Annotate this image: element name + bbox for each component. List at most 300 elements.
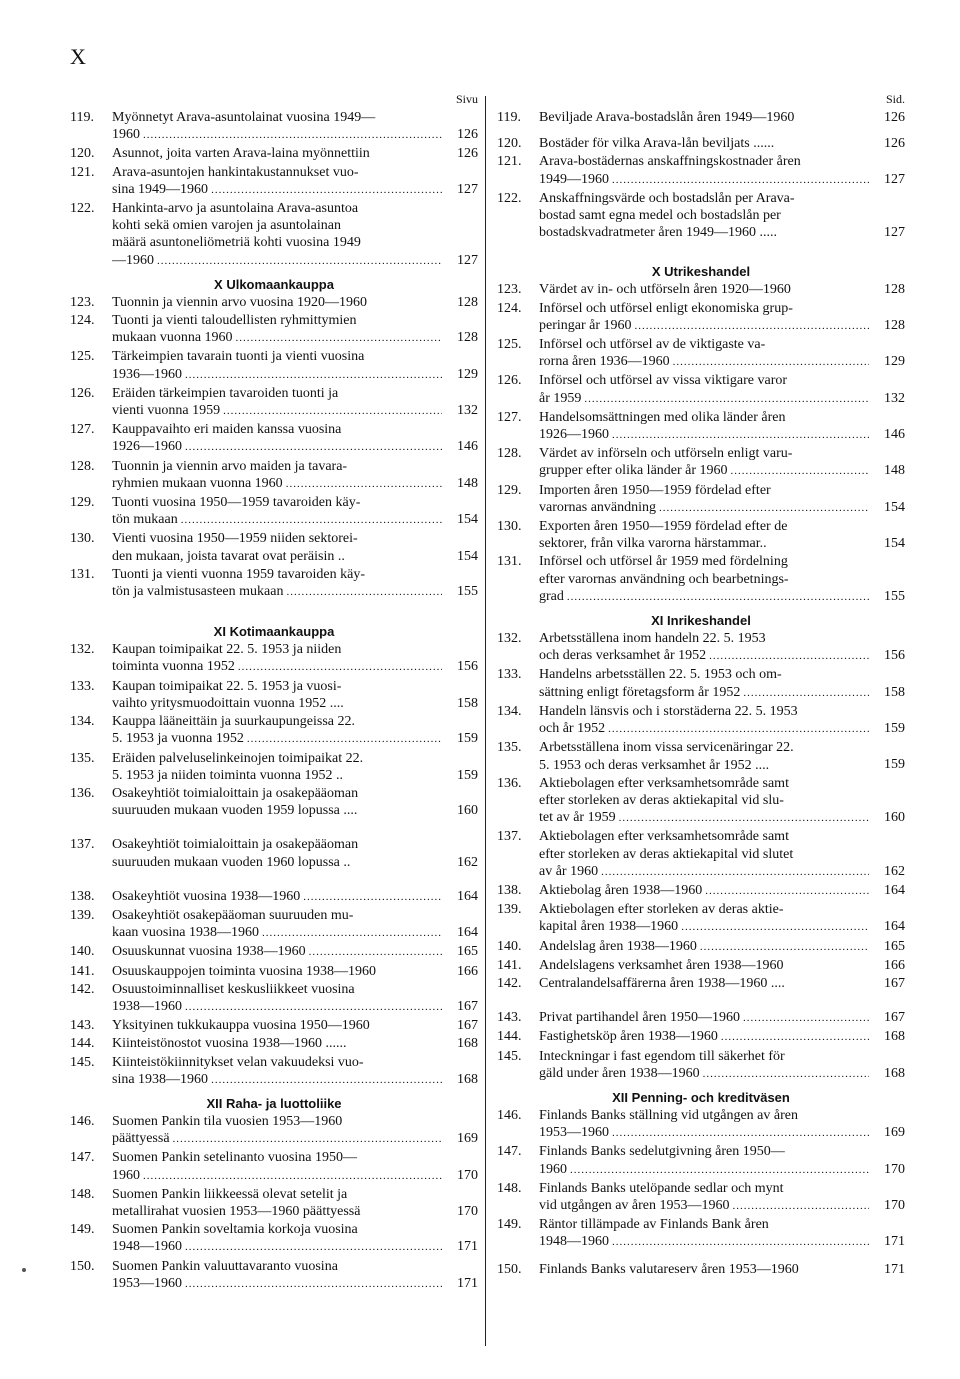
toc-entry bbox=[497, 409, 905, 444]
entry-page-number: 127 bbox=[457, 252, 478, 268]
entry-title-line bbox=[112, 963, 442, 980]
toc-entry bbox=[497, 1048, 905, 1083]
toc-entry bbox=[70, 1113, 478, 1148]
entry-title-line bbox=[112, 1203, 442, 1220]
entry-title-line bbox=[539, 1124, 869, 1142]
entry-page-number: 162 bbox=[884, 863, 905, 879]
entry-title-line bbox=[539, 1180, 869, 1197]
entry-number: 139. bbox=[70, 907, 95, 923]
leader-dots bbox=[681, 919, 869, 936]
toc-entry bbox=[497, 190, 905, 242]
toc-entry bbox=[70, 348, 478, 383]
spacer bbox=[497, 1252, 905, 1260]
entry-title-line bbox=[112, 730, 442, 748]
toc-entry bbox=[497, 1107, 905, 1142]
entry-title-line bbox=[539, 1216, 869, 1233]
entry-page-number: 166 bbox=[457, 963, 478, 979]
entry-number: 144. bbox=[70, 1036, 95, 1052]
entry-title-text: Handeln länsvis och i storstäderna 22. 5. 1953 bbox=[539, 703, 798, 719]
entry-title-text: Yksityinen tukkukauppa vuosina 1950—1960 bbox=[112, 1018, 370, 1034]
entry-title-line bbox=[112, 494, 442, 511]
toc-entry bbox=[70, 421, 478, 456]
toc-entry bbox=[70, 641, 478, 676]
entry-number: 126. bbox=[70, 385, 95, 401]
entry-page-number: 154 bbox=[457, 548, 478, 564]
leader-dots bbox=[700, 939, 869, 956]
entry-title-line bbox=[539, 353, 869, 371]
entry-title-line bbox=[539, 882, 869, 900]
toc-entry bbox=[497, 445, 905, 480]
entry-title-line bbox=[539, 1009, 869, 1027]
leader-dots bbox=[211, 1072, 442, 1089]
entry-title-text: tet av år 1959 bbox=[539, 810, 616, 826]
entry-title-line bbox=[112, 252, 442, 270]
entry-title-line bbox=[112, 1186, 442, 1203]
entry-title-text: Centralandelsaffärerna åren 1938—1960 .... bbox=[539, 975, 785, 991]
entry-title-text: Handelns arbetsställen 22. 5. 1953 och om- bbox=[539, 667, 782, 683]
leader-dots bbox=[601, 864, 869, 881]
entry-title-line bbox=[112, 1258, 442, 1275]
entry-title-line bbox=[539, 109, 869, 126]
entry-title-line bbox=[539, 317, 869, 335]
toc-entry bbox=[70, 145, 478, 162]
toc-entry bbox=[70, 294, 478, 311]
toc-entry bbox=[70, 943, 478, 961]
entry-title-text: Införsel och utförsel av de viktigaste va- bbox=[539, 337, 766, 353]
entry-title-text: efter storleken av deras aktiekapital vid slu- bbox=[539, 792, 784, 808]
entry-title-line bbox=[539, 957, 869, 974]
entry-title-text: Kiinteistökiinnitykset velan vakuudeksi vuo- bbox=[112, 1054, 364, 1070]
entry-page-number: 162 bbox=[457, 854, 478, 870]
entry-page-number: 155 bbox=[884, 588, 905, 604]
entry-number: 128. bbox=[70, 458, 95, 474]
entry-title-text: Värdet av införseln och utförseln enligt varu- bbox=[539, 446, 793, 462]
toc-entry bbox=[70, 836, 478, 870]
entry-title-line bbox=[539, 720, 869, 738]
entry-page-number: 132 bbox=[457, 403, 478, 419]
entry-page-number: 169 bbox=[457, 1131, 478, 1147]
entry-title-text: 5. 1953 och deras verksamhet år 1952 .... bbox=[539, 757, 770, 773]
toc-entry bbox=[497, 553, 905, 606]
entry-title-text: kaan vuosina 1938—1960 bbox=[112, 925, 259, 941]
entry-title-text: Osakeyhtiöt vuosina 1938—1960 bbox=[112, 888, 301, 904]
entry-title-text: Beviljade Arava-bostadslån åren 1949—1960 bbox=[539, 110, 795, 125]
leader-dots bbox=[612, 1125, 869, 1142]
entry-title-text: sättning enligt företagsform år 1952 bbox=[539, 684, 741, 700]
entry-page-number: 129 bbox=[884, 354, 905, 370]
toc-entry bbox=[497, 153, 905, 188]
entry-title-text: efter storleken av deras aktiekapital vid slutet bbox=[539, 846, 794, 862]
entry-page-number: 127 bbox=[457, 181, 478, 197]
entry-page-number: 168 bbox=[457, 1071, 478, 1087]
entry-title-line bbox=[112, 402, 442, 420]
entry-title-text: Införsel och utförsel av vissa viktigare varor bbox=[539, 373, 788, 389]
entry-title-text: 1953—1960 bbox=[112, 1275, 182, 1291]
entry-page-number: 160 bbox=[884, 810, 905, 826]
entry-title-text: Tuonti ja vienti vuonna 1959 tavaroiden käy- bbox=[112, 566, 365, 582]
entry-number: 124. bbox=[497, 300, 522, 316]
entry-title-line bbox=[112, 836, 442, 853]
entry-page-number: 164 bbox=[457, 925, 478, 941]
toc-entry bbox=[70, 963, 478, 980]
toc-entry bbox=[497, 703, 905, 738]
entry-title-line bbox=[112, 530, 442, 547]
leader-dots bbox=[286, 476, 442, 493]
toc-entry bbox=[497, 1028, 905, 1046]
spacer bbox=[497, 241, 905, 257]
entry-number: 127. bbox=[497, 409, 522, 425]
leader-dots bbox=[743, 685, 869, 702]
section-heading: X Utrikeshandel bbox=[651, 264, 751, 280]
entry-title-text: Asunnot, joita varten Arava-laina myönnettiin bbox=[112, 146, 370, 162]
entry-title-line bbox=[539, 336, 869, 353]
entry-title-text: 5. 1953 ja niiden toiminta vuonna 1952 .. bbox=[112, 767, 343, 783]
entry-title-text: av år 1960 bbox=[539, 863, 599, 879]
entry-title-line bbox=[539, 571, 869, 588]
entry-number: 135. bbox=[70, 750, 95, 766]
entry-title-line bbox=[112, 767, 442, 784]
entry-number: 150. bbox=[70, 1258, 95, 1274]
toc-entry bbox=[70, 678, 478, 712]
section-heading: X Ulkomaankauppa bbox=[214, 276, 334, 292]
leader-dots bbox=[703, 1066, 869, 1083]
entry-title-text: sina 1949—1960 bbox=[112, 181, 209, 197]
entry-title-text: mukaan vuonna 1960 bbox=[112, 330, 233, 346]
entry-title-text: Kauppa lääneittäin ja suurkaupungeissa 22. bbox=[112, 714, 355, 730]
entry-number: 141. bbox=[497, 957, 522, 973]
entry-title-text: 1948—1960 bbox=[112, 1239, 182, 1255]
entry-number: 147. bbox=[497, 1144, 522, 1160]
entry-number: 148. bbox=[497, 1180, 522, 1196]
entry-page-number: 165 bbox=[457, 944, 478, 960]
entry-title-line bbox=[112, 475, 442, 493]
entry-title-line bbox=[539, 372, 869, 389]
entry-title-text: Kauppavaihto eri maiden kanssa vuosina bbox=[112, 422, 342, 438]
entry-page-number: 159 bbox=[457, 767, 478, 783]
entry-number: 123. bbox=[70, 294, 95, 310]
entry-title-text: Införsel och utförsel år 1959 med fördelning bbox=[539, 554, 788, 570]
entry-title-text: Aktiebolag åren 1938—1960 bbox=[539, 882, 703, 898]
toc-entry bbox=[70, 785, 478, 819]
leader-dots bbox=[567, 589, 869, 606]
entry-title-text: rorna åren 1936—1960 bbox=[539, 354, 670, 370]
entry-title-line bbox=[112, 981, 442, 998]
entry-number: 120. bbox=[497, 136, 522, 152]
entry-title-line bbox=[112, 312, 442, 329]
toc-entry bbox=[70, 981, 478, 1016]
entry-title-line bbox=[539, 918, 869, 936]
entry-title-text: Osuuskunnat vuosina 1938—1960 bbox=[112, 944, 306, 960]
entry-page-number: 167 bbox=[884, 975, 905, 991]
entry-title-line bbox=[539, 757, 869, 774]
entry-title-text: Osakeyhtiöt toimialoittain ja osakepääoman bbox=[112, 837, 359, 853]
entry-number: 145. bbox=[70, 1054, 95, 1070]
entry-number: 139. bbox=[497, 902, 522, 918]
leader-dots bbox=[236, 330, 442, 347]
entry-title-line bbox=[112, 695, 442, 712]
toc-entry bbox=[497, 109, 905, 126]
entry-title-line bbox=[539, 792, 869, 809]
entry-page-number: 126 bbox=[884, 136, 905, 152]
entry-number: 140. bbox=[497, 938, 522, 954]
leader-dots bbox=[709, 648, 869, 665]
entry-title-line bbox=[112, 854, 442, 871]
entry-title-line bbox=[112, 548, 442, 565]
leader-dots bbox=[157, 253, 442, 270]
leader-dots bbox=[143, 1168, 442, 1185]
entry-title-text: ryhmien mukaan vuonna 1960 bbox=[112, 475, 283, 491]
entry-number: 131. bbox=[70, 566, 95, 582]
entry-title-text: Suomen Pankin liikkeessä olevat setelit ja bbox=[112, 1186, 348, 1202]
entry-page-number: 168 bbox=[884, 1065, 905, 1081]
entry-title-text: Bostäder för vilka Arava-lån beviljats ...... bbox=[539, 136, 775, 152]
leader-dots bbox=[185, 367, 442, 384]
toc-entry bbox=[497, 666, 905, 701]
entry-title-text: Eräiden tärkeimpien tavaroiden tuonti ja bbox=[112, 385, 339, 401]
margin-dot bbox=[22, 1268, 26, 1272]
leader-dots bbox=[173, 1131, 442, 1148]
entry-title-text: sektorer, från vilka varorna härstammar.. bbox=[539, 536, 767, 552]
entry-number: 149. bbox=[497, 1217, 522, 1233]
entry-number: 146. bbox=[70, 1113, 95, 1129]
entry-title-text: päättyessä bbox=[112, 1131, 170, 1147]
leader-dots bbox=[743, 1010, 869, 1027]
entry-title-line bbox=[112, 1167, 442, 1185]
entry-title-text: Arbetsställena inom handeln 22. 5. 1953 bbox=[539, 631, 766, 647]
entry-title-line bbox=[539, 281, 869, 298]
entry-title-text: Osakeyhtiöt osakepääoman suuruuden mu- bbox=[112, 907, 354, 923]
entry-number: 130. bbox=[70, 531, 95, 547]
toc-entry bbox=[70, 1258, 478, 1293]
entry-title-text: suuruuden mukaan vuoden 1960 lopussa .. bbox=[112, 854, 351, 870]
entry-title-line bbox=[539, 390, 869, 408]
entry-title-text: Inteckningar i fast egendom till säkerhet för bbox=[539, 1048, 785, 1064]
toc-entry bbox=[497, 336, 905, 371]
entry-page-number: 171 bbox=[884, 1261, 905, 1277]
entry-number: 143. bbox=[497, 1010, 522, 1026]
entry-title-text: grupper efter olika länder år 1960 bbox=[539, 463, 728, 479]
entry-title-text: 1960 bbox=[112, 1167, 140, 1183]
toc-entry bbox=[70, 1186, 478, 1220]
entry-title-text: grad bbox=[539, 588, 564, 604]
entry-title-line bbox=[112, 348, 442, 365]
entry-number: 119. bbox=[497, 110, 521, 125]
toc-entry bbox=[70, 200, 478, 270]
toc-entry bbox=[497, 1009, 905, 1027]
entry-title-text: Arava-asuntojen hankintakustannukset vuo- bbox=[112, 164, 359, 180]
entry-page-number: 170 bbox=[884, 1161, 905, 1177]
entry-page-number: 154 bbox=[884, 536, 905, 552]
leader-dots bbox=[612, 1234, 869, 1251]
entry-number: 125. bbox=[497, 337, 522, 353]
entry-title-text: 1936—1960 bbox=[112, 366, 182, 382]
toc-entry bbox=[70, 907, 478, 942]
entry-title-line bbox=[539, 1261, 869, 1278]
entry-title-text: 5. 1953 ja vuonna 1952 bbox=[112, 731, 244, 747]
entry-number: 128. bbox=[497, 446, 522, 462]
entry-page-number: 167 bbox=[884, 1010, 905, 1026]
entry-title-text: Aktiebolagen efter storleken av deras aktie- bbox=[539, 902, 784, 918]
entry-title-text: Kaupan toimipaikat 22. 5. 1953 ja niiden bbox=[112, 642, 342, 658]
leader-dots bbox=[143, 127, 442, 144]
entry-title-text: vid utgången av åren 1953—1960 bbox=[539, 1197, 730, 1213]
entry-title-text: Tuonti ja vienti taloudellisten ryhmittymien bbox=[112, 313, 357, 329]
leader-dots bbox=[309, 944, 442, 961]
entry-title-line bbox=[539, 975, 869, 992]
toc-entry bbox=[497, 135, 905, 152]
leader-dots bbox=[185, 439, 442, 456]
entry-title-text: Osuustoiminnalliset keskusliikkeet vuosina bbox=[112, 981, 355, 997]
entry-number: 122. bbox=[497, 190, 522, 206]
entry-title-text: Suomen Pankin tila vuosien 1953—1960 bbox=[112, 1113, 343, 1129]
toc-entry bbox=[497, 938, 905, 956]
entry-title-text: Vienti vuosina 1950—1959 niiden sektorei- bbox=[112, 531, 358, 547]
spacer bbox=[70, 819, 478, 835]
entry-page-number: 156 bbox=[884, 648, 905, 664]
entry-title-text: 1960 bbox=[112, 127, 140, 143]
entry-page-number: 128 bbox=[884, 282, 905, 298]
entry-title-text: Räntor tillämpade av Finlands Bank åren bbox=[539, 1217, 769, 1233]
entry-title-line bbox=[112, 1130, 442, 1148]
entry-title-text: Finlands Banks sedelutgivning åren 1950— bbox=[539, 1144, 785, 1160]
column-page-header: Sivu bbox=[455, 92, 478, 106]
toc-list bbox=[497, 109, 905, 1278]
entry-title-text: 1953—1960 bbox=[539, 1125, 609, 1141]
entry-title-line bbox=[112, 181, 442, 199]
toc-entry bbox=[497, 901, 905, 936]
entry-title-line bbox=[539, 901, 869, 918]
entry-page-number: 171 bbox=[457, 1275, 478, 1291]
entry-title-line bbox=[539, 426, 869, 444]
toc-entry bbox=[497, 1180, 905, 1215]
toc-entry bbox=[497, 882, 905, 900]
leader-dots bbox=[570, 1162, 869, 1179]
toc-entry bbox=[70, 164, 478, 199]
entry-title-line bbox=[112, 126, 442, 144]
entry-page-number: 168 bbox=[457, 1036, 478, 1052]
entry-title-line bbox=[112, 658, 442, 676]
entry-title-line bbox=[112, 943, 442, 961]
entry-number: 142. bbox=[70, 981, 95, 997]
entry-title-text: varornas användning bbox=[539, 499, 657, 515]
toc-entry bbox=[497, 739, 905, 773]
entry-title-line bbox=[539, 1197, 869, 1215]
entry-title-text: Aktiebolagen efter verksamhetsområde samt bbox=[539, 829, 789, 845]
entry-title-line bbox=[112, 888, 442, 906]
entry-title-line bbox=[539, 462, 869, 480]
leader-dots bbox=[673, 354, 869, 371]
entry-title-line bbox=[112, 200, 442, 217]
spacer bbox=[70, 601, 478, 617]
entry-title-text: och deras verksamhet år 1952 bbox=[539, 648, 707, 664]
leader-dots bbox=[185, 999, 442, 1016]
entry-number: 136. bbox=[497, 775, 522, 791]
toc-entry bbox=[70, 1017, 478, 1034]
toc-column-finnish bbox=[70, 90, 478, 1293]
entry-title-line bbox=[539, 499, 869, 517]
section-heading: XI Kotimaankauppa bbox=[213, 624, 335, 640]
toc-entry bbox=[70, 109, 478, 144]
toc-entry bbox=[70, 385, 478, 420]
entry-title-text: Finlands Banks ställning vid utgången av åren bbox=[539, 1107, 798, 1123]
entry-title-text: Tärkeimpien tavarain tuonti ja vienti vuosina bbox=[112, 349, 365, 365]
entry-number: 140. bbox=[70, 944, 95, 960]
entry-page-number: 166 bbox=[884, 957, 905, 973]
entry-title-text: Andelslag åren 1938—1960 bbox=[539, 938, 697, 954]
leader-dots bbox=[659, 500, 869, 517]
toc-entry bbox=[70, 1054, 478, 1089]
entry-title-text: Handelsomsättningen med olika länder åren bbox=[539, 409, 786, 425]
toc-entry bbox=[70, 1035, 478, 1052]
entry-title-line bbox=[539, 1161, 869, 1179]
entry-title-line bbox=[112, 234, 442, 251]
entry-title-text: Tuonnin ja viennin arvo maiden ja tavara- bbox=[112, 458, 348, 474]
leader-dots bbox=[608, 721, 869, 738]
entry-number: 129. bbox=[70, 495, 95, 511]
entry-title-line bbox=[112, 438, 442, 456]
entry-title-text: och år 1952 bbox=[539, 721, 606, 737]
leader-dots bbox=[733, 1198, 869, 1215]
entry-number: 127. bbox=[70, 422, 95, 438]
entry-title-text: Exporten åren 1950—1959 fördelad efter de bbox=[539, 519, 788, 535]
entry-title-text: vienti vuonna 1959 bbox=[112, 403, 221, 419]
entry-title-text: Finlands Banks valutareserv åren 1953—1960 bbox=[539, 1261, 799, 1277]
entry-page-number: 164 bbox=[457, 888, 478, 904]
entry-title-line bbox=[112, 366, 442, 384]
entry-title-line bbox=[112, 924, 442, 942]
entry-title-text: Kaupan toimipaikat 22. 5. 1953 ja vuosi- bbox=[112, 678, 342, 694]
leader-dots bbox=[584, 391, 869, 408]
entry-title-line bbox=[112, 641, 442, 658]
entry-title-line bbox=[112, 1275, 442, 1293]
column-page-header: Sid. bbox=[885, 92, 905, 106]
toc-entry bbox=[497, 482, 905, 517]
toc-entry bbox=[497, 1216, 905, 1251]
entry-title-text: Suomen Pankin soveltamia korkoja vuosina bbox=[112, 1222, 358, 1238]
entry-title-line bbox=[112, 998, 442, 1016]
entry-page-number: 167 bbox=[457, 998, 478, 1014]
entry-number: 145. bbox=[497, 1048, 522, 1064]
entry-title-text: Tuonti vuosina 1950—1959 tavaroiden käy- bbox=[112, 495, 361, 511]
entry-number: 121. bbox=[70, 164, 95, 180]
entry-title-line bbox=[539, 153, 869, 170]
entry-number: 141. bbox=[70, 963, 95, 979]
entry-title-line bbox=[112, 511, 442, 529]
toc-column-swedish bbox=[497, 90, 905, 1278]
entry-title-text: bostad samt egna medel och bostadslån per bbox=[539, 208, 781, 224]
entry-title-line bbox=[112, 713, 442, 730]
toc-entry bbox=[70, 530, 478, 564]
entry-title-text: Osakeyhtiöt toimialoittain ja osakepääoman bbox=[112, 785, 359, 801]
entry-title-text: metallirahat vuosien 1953—1960 päättyessä bbox=[112, 1203, 361, 1219]
leader-dots bbox=[238, 659, 442, 676]
entry-title-line bbox=[539, 666, 869, 683]
entry-title-line bbox=[112, 1035, 442, 1052]
entry-title-line bbox=[112, 785, 442, 802]
entry-title-line bbox=[112, 802, 442, 819]
entry-number: 150. bbox=[497, 1261, 522, 1277]
entry-number: 135. bbox=[497, 740, 522, 756]
entry-title-line bbox=[112, 1071, 442, 1089]
entry-title-text: Kiinteistönostot vuosina 1938—1960 ...... bbox=[112, 1036, 347, 1052]
entry-title-line bbox=[539, 684, 869, 702]
leader-dots bbox=[211, 182, 442, 199]
entry-page-number: 164 bbox=[884, 882, 905, 898]
entry-title-line bbox=[112, 458, 442, 475]
entry-title-line bbox=[112, 421, 442, 438]
entry-page-number: 129 bbox=[457, 366, 478, 382]
entry-page-number: 167 bbox=[457, 1018, 478, 1034]
